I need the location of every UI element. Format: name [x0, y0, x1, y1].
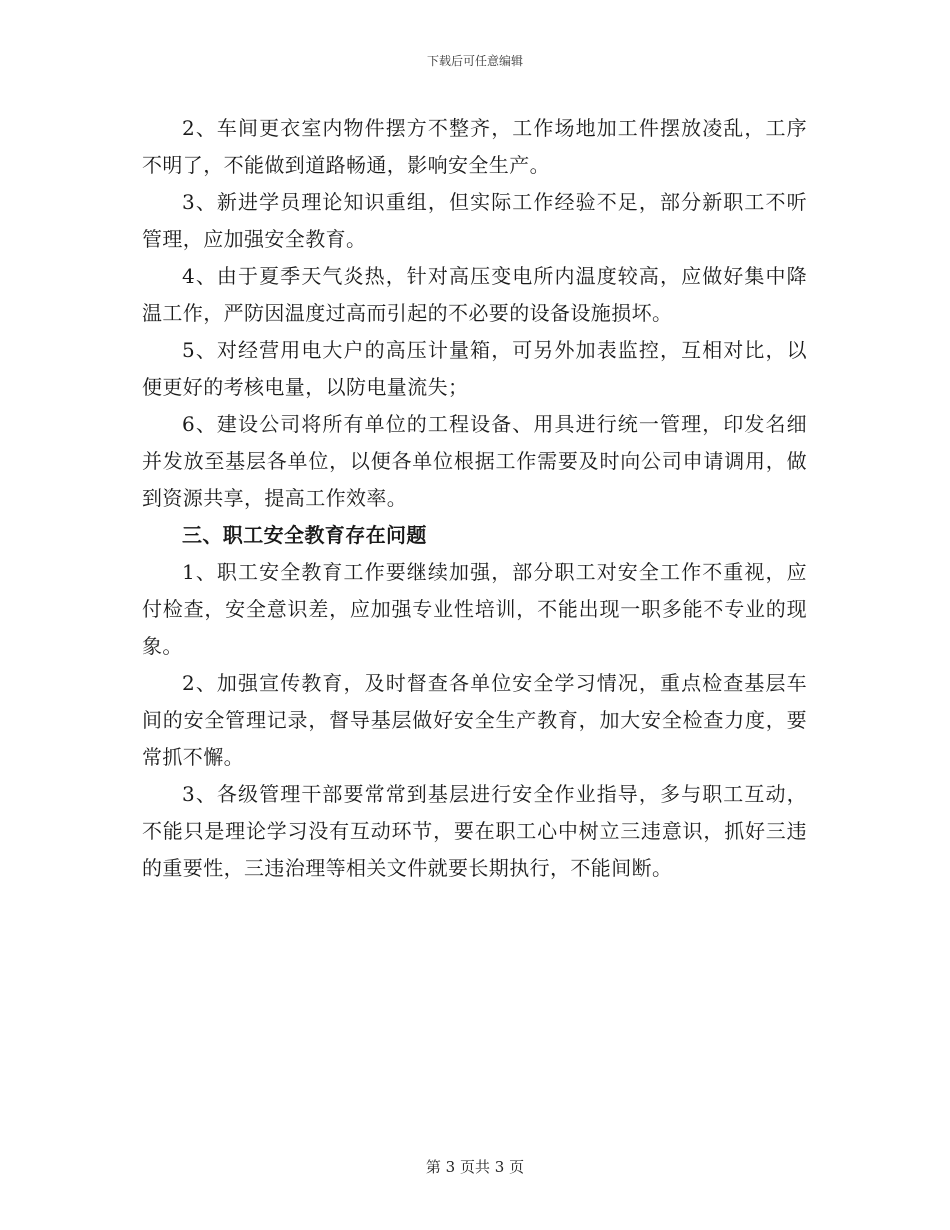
page-footer: 第 3 页共 3 页	[425, 1158, 525, 1176]
paragraph-education-1: 1、职工安全教育工作要继续加强，部分职工对安全工作不重视，应付检查，安全意识差，应加强专业性培训，不能出现一职多能不专业的现象。	[142, 560, 807, 658]
section-heading: 三、职工安全教育存在问题	[182, 523, 427, 547]
paragraph-item-3: 3、新进学员理论知识重组，但实际工作经验不足，部分新职工不听管理，应加强安全教育。	[142, 190, 807, 251]
paragraph-item-6: 6、建设公司将所有单位的工程设备、用具进行统一管理，印发名细并发放至基层各单位，以便各单位根据工作需要及时向公司申请调用，做到资源共享，提高工作效率。	[142, 412, 807, 510]
paragraph-education-3: 3、各级管理干部要常常到基层进行安全作业指导，多与职工互动，不能只是理论学习没有互动环节，要在职工心中树立三违意识，抓好三违的重要性，三违治理等相关文件就要长期执行，不能间断。	[142, 782, 807, 880]
paragraph-item-4: 4、由于夏季天气炎热，针对高压变电所内温度较高，应做好集中降温工作，严防因温度过高而引起的不必要的设备设施损坏。	[142, 264, 807, 325]
paragraph-item-5: 5、对经营用电大户的高压计量箱，可另外加表监控，互相对比，以便更好的考核电量，以防电量流失；	[142, 338, 807, 399]
page-header: 下载后可任意编辑	[426, 54, 523, 68]
paragraph-education-2: 2、加强宣传教育，及时督查各单位安全学习情况，重点检查基层车间的安全管理记录，督导基层做好安全生产教育，加大安全检查力度，要常抓不懈。	[142, 671, 807, 769]
document-body	[142, 110, 807, 887]
paragraph-item-2: 2、车间更衣室内物件摆方不整齐，工作场地加工件摆放凌乱，工序不明了，不能做到道路畅通，影响安全生产。	[142, 116, 807, 177]
